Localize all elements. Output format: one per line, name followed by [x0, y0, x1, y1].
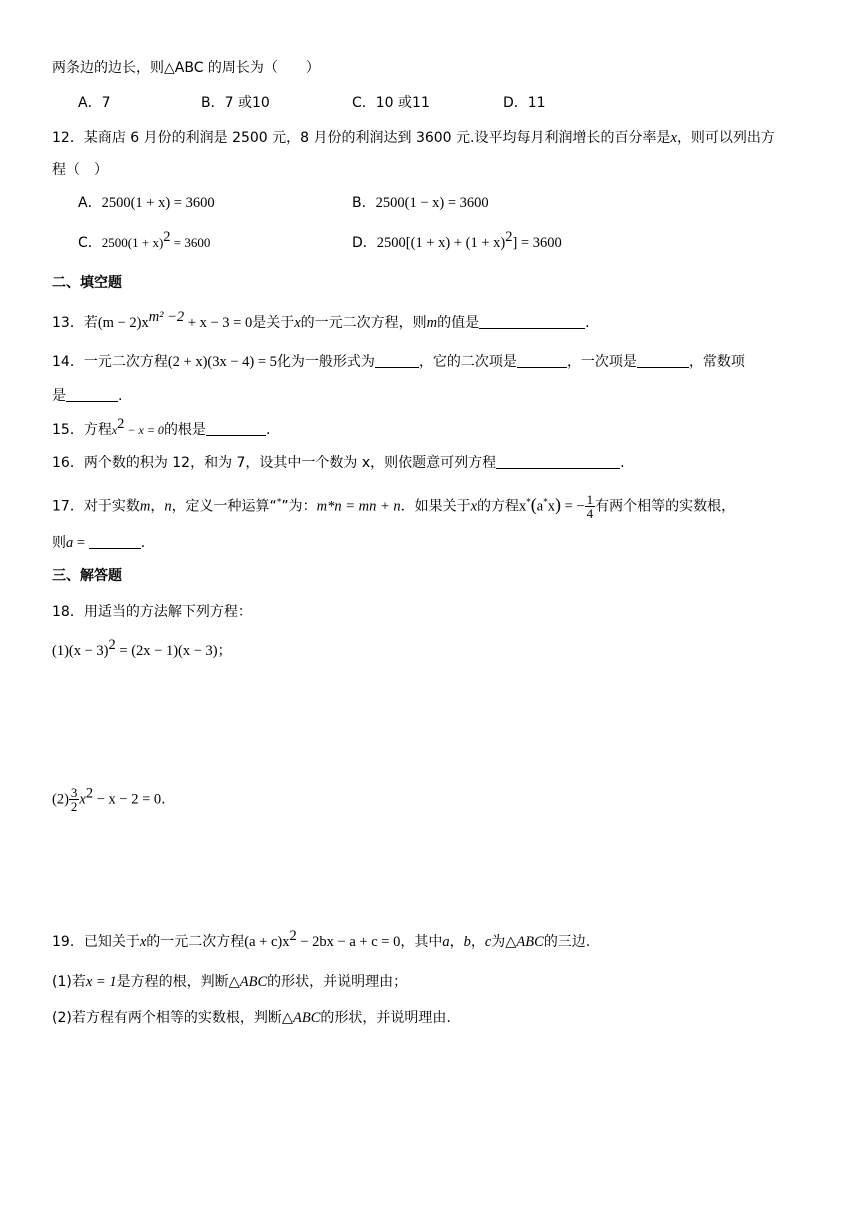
q18-part1: $(1)(x - 3)^2 = (2x - 1)(x - 3)$； [52, 637, 232, 659]
q18-fraction: $\frac{3}{2}$ [70, 785, 78, 814]
q19-part2: (2)若方程有两个相等的实数根，判断△ABC的形状，并说明理由. [52, 1010, 451, 1026]
q14-constant-blank[interactable] [66, 387, 118, 402]
section-solve-heading: 三、解答题 [52, 568, 122, 584]
q18-part2: (2) $\frac{3}{2}$ $x^2 - x - 2 = 0$. [52, 785, 166, 814]
q12-option-d: D．$2500[(1 + x) + (1 + x)^2] = 3600$ [352, 229, 562, 251]
q11-option-c: C．10 或11 [352, 95, 430, 111]
q19-part1: (1)若x = 1是方程的根，判断△ABC的形状，并说明理由； [52, 974, 408, 990]
q12-option-b: B．2500(1 − x) = 3600 [352, 195, 489, 211]
q16: 16．两个数的积为 12，和为 7，设其中一个数为 x，则依题意可列方程 . [52, 455, 625, 471]
q13-answer-blank[interactable] [479, 314, 585, 329]
q11-option-d: D．11 [503, 95, 546, 111]
q16-answer-blank[interactable] [496, 454, 620, 469]
q18-stem: 18．用适当的方法解下列方程： [52, 604, 252, 620]
q17-answer-blank[interactable] [89, 534, 141, 549]
q15-answer-blank[interactable] [206, 421, 266, 436]
q17-line2: 则a = . [52, 535, 146, 551]
q14: 14．一元二次方程(2 + x)(3x − 4) = 5化为一般形式为 ，它的二次项是 ，一次项是 ，常数项 [52, 354, 745, 370]
q19-stem: 19．已知关于x的一元二次方程$(a + c)x^2 - 2bx - a + c = 0$，其中a，b，c为△ABC的三边. [52, 928, 591, 950]
q17-fraction: $\frac{1}{4}$ [586, 492, 594, 521]
q11-option-b: B．7 或10 [201, 95, 270, 111]
q14-line2: 是 . [52, 388, 123, 404]
q14-linear-term-blank[interactable] [637, 353, 689, 368]
q11-stem-tail: 两条边的边长，则△ABC 的周长为（ ） [52, 60, 320, 76]
q14-general-form-blank[interactable] [375, 353, 419, 368]
q12-option-a: A．2500(1 + x) = 3600 [78, 195, 215, 211]
q15: 15．方程$x^2 - x = 0$的根是 . [52, 416, 271, 438]
q12-stem: 12．某商店 6 月份的利润是 2500 元，8 月份的利润达到 3600 元.设平均每月利润增长的百分率是x，则可以列出方 [52, 130, 775, 146]
q11-option-a: A．7 [78, 95, 111, 111]
section-fill-in-heading: 二、填空题 [52, 275, 122, 291]
q12-option-c: C．$2500(1 + x)^2 = 3600$ [78, 229, 211, 251]
q17: 17．对于实数m，n，定义一种运算“*”为：m*n = mn + n．如果关于x的方程x*(a*x) = − $\frac{1}{4}$ 有两个相等的实数根， [52, 492, 736, 521]
q14-quadratic-term-blank[interactable] [517, 353, 567, 368]
q13: 13．若$(m - 2)x^{m^2 -2} + x - 3 = 0$是关于x的一元二次方程，则m的值是 . [52, 309, 590, 331]
q12-stem-line2: 程（ ） [52, 162, 108, 178]
